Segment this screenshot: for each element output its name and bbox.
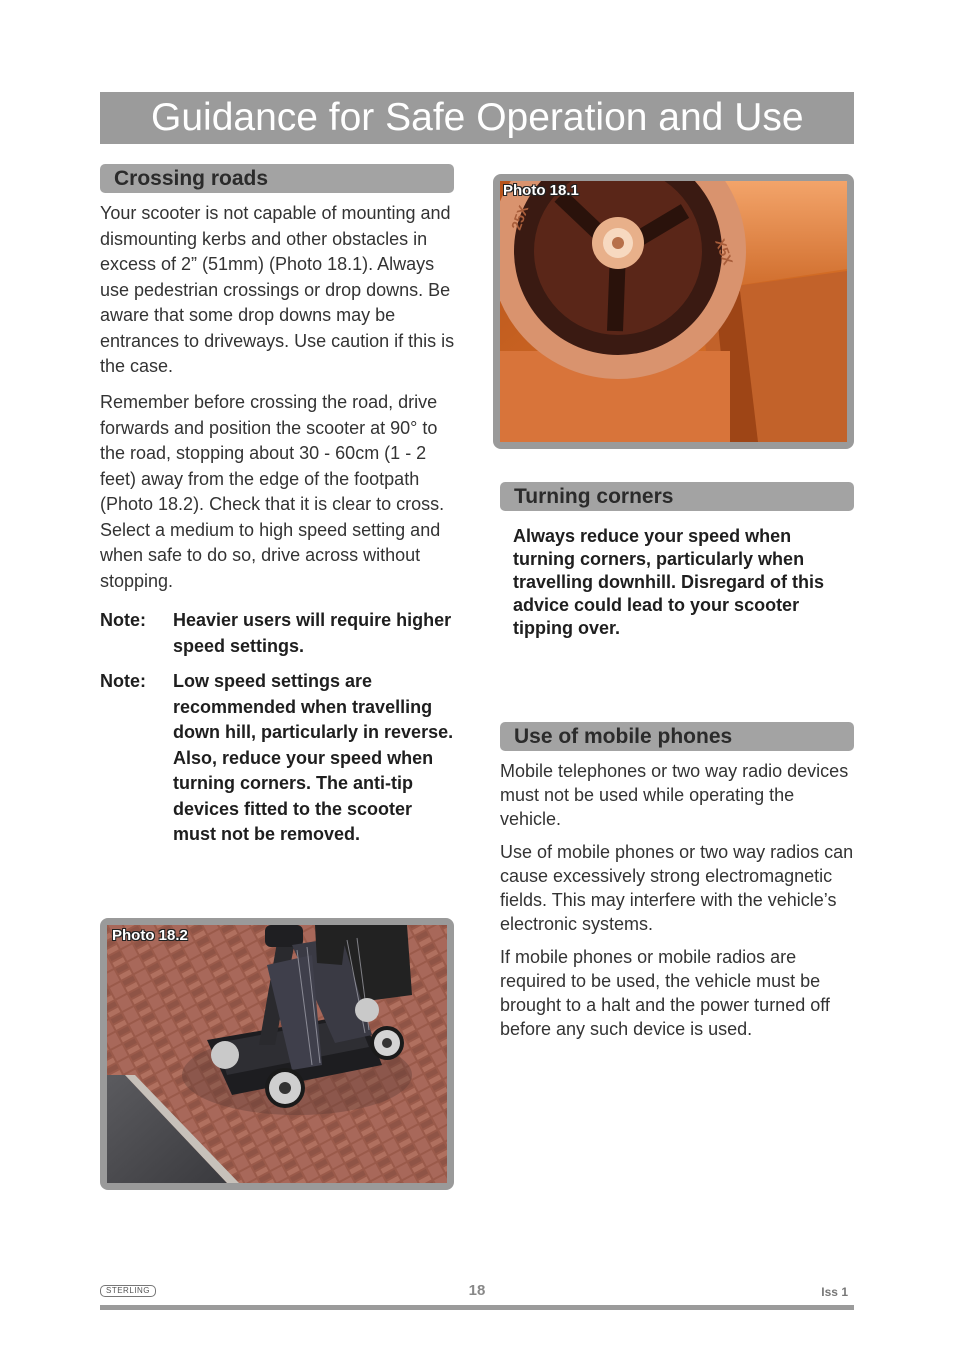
mobile-phones-header: [500, 722, 854, 751]
svg-text:25X: 25X: [507, 203, 532, 233]
note-text: Low speed settings are recommended when travelling down hill, particularly in reverse. Also, reduce your speed when turning corners. The anti-tip devices fitted to the scooter must not be removed.: [173, 671, 454, 844]
wheel-against-kerb-image: [500, 181, 847, 442]
note-text: Heavier users will require higher speed settings.: [173, 610, 452, 656]
mobile-paragraph-3: If mobile phones or mobile radios are required to be used, the vehicle must be brought to a halt and the power turned off before any such device is used.: [500, 947, 830, 1039]
crossing-paragraph-1: Your scooter is not capable of mounting and dismounting kerbs and other obstacles in excess of 2” (51mm) (Photo 18.1). Always use pedestrian crossings or drop downs. Be aware that some drop downs may be entrances to driveways. Use caution if this is the case.: [100, 203, 455, 376]
svg-text:X5X: X5X: [712, 236, 737, 267]
crossing-paragraph-2: Remember before crossing the road, drive forwards and position the scooter at 90° to the road, stopping about 30 - 60cm (1 - 2 feet) away from the edge of the footpath (Photo 18.2). Check that it is clear to cross. Select a medium to high speed setting and when safe to do so, drive across without stopping.: [100, 392, 445, 591]
issue-label: Iss 1: [821, 1285, 848, 1299]
photo-18-2: [107, 925, 447, 1183]
photo-label: Photo 18.1: [503, 182, 579, 199]
note-2: [100, 669, 455, 875]
page-title: Guidance for Safe Operation and Use: [151, 96, 804, 139]
turning-corners-header: [500, 482, 854, 511]
scooter-on-pavement-image: [107, 925, 447, 1183]
photo-18-2-frame: [100, 918, 454, 1190]
mobile-phones-heading: Use of mobile phones: [514, 725, 733, 748]
turning-corners-heading: Turning corners: [514, 485, 674, 508]
mobile-paragraph-2: Use of mobile phones or two way radios can cause excessively strong electromagnetic fields. This may interfere with the vehicle’s electronic systems.: [500, 842, 854, 934]
mobile-paragraph-1: Mobile telephones or two way radio devices must not be used while operating the vehicle.: [500, 761, 849, 829]
note-label: Note:: [100, 610, 146, 630]
crossing-roads-heading: Crossing roads: [114, 167, 269, 190]
turning-corners-text: Always reduce your speed when turning corners, particularly when travelling downhill. Disregard of this advice could lead to your scooter tipping over.: [513, 526, 825, 638]
crossing-roads-header: [100, 164, 454, 193]
sterling-logo: STERLING: [100, 1285, 156, 1297]
page-number: 18: [468, 1282, 486, 1299]
photo-18-1: [500, 181, 847, 442]
title-bar: [100, 92, 854, 144]
note-label: Note:: [100, 671, 146, 691]
photo-18-1-frame: [493, 174, 854, 449]
note-1: [100, 608, 455, 660]
photo-label: Photo 18.2: [112, 927, 188, 944]
footer-rule: [100, 1305, 854, 1310]
